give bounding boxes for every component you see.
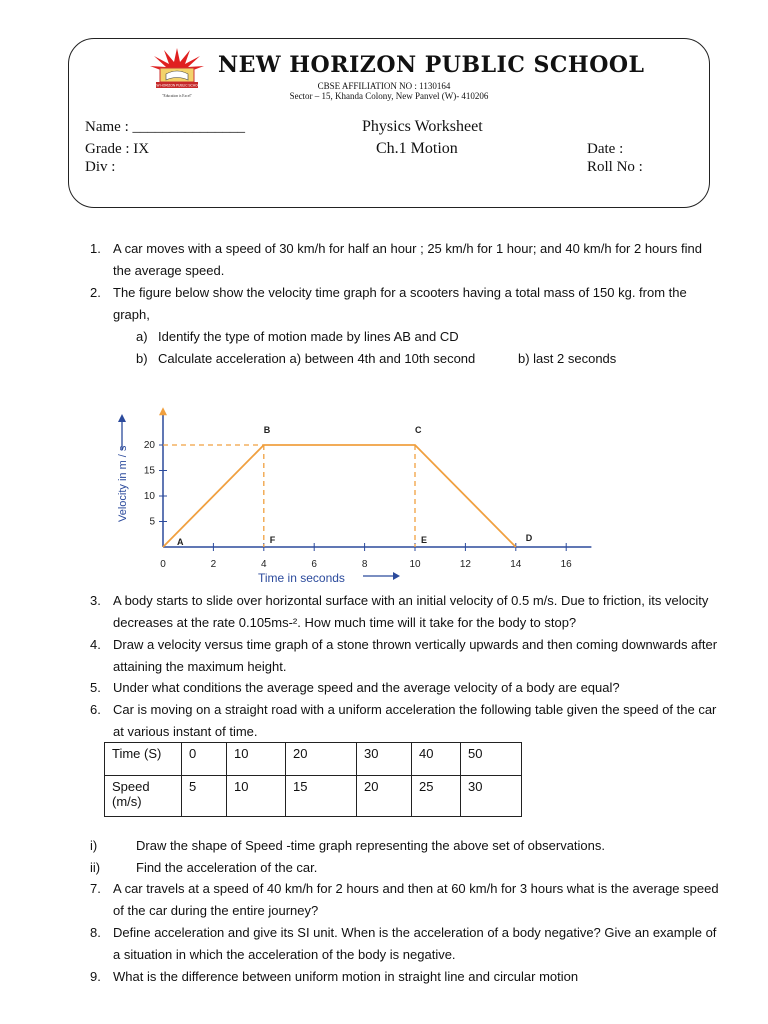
table-cell: 10	[227, 776, 286, 817]
point-label: C	[415, 425, 422, 435]
table-cell: 15	[286, 776, 357, 817]
point-label: A	[177, 537, 184, 547]
q2-part-a-label: a)	[136, 329, 148, 344]
question-9: 9. What is the difference between uniform motion in straight line and circular motion	[90, 969, 579, 984]
question-6: 6. Car is moving on a straight road with a uniform acceleration the following table given the speed of the car at various instant of time.	[90, 702, 717, 739]
x-tick-label: 14	[510, 559, 522, 570]
y-tick-label: 5	[149, 516, 155, 528]
q6-part-ii-text: Find the acceleration of the car.	[136, 860, 318, 875]
table-cell: Speed (m/s)	[105, 776, 182, 817]
table-cell: Time (S)	[105, 743, 182, 776]
x-axis-label: Time in seconds	[258, 571, 345, 585]
affiliation-number: CBSE AFFILIATION NO : 1130164	[317, 81, 451, 91]
table-cell: 50	[461, 743, 522, 776]
worksheet-title: Physics Worksheet	[362, 118, 483, 135]
x-label-arrowhead	[393, 572, 400, 580]
svg-text:NEW HORIZON PUBLIC SCHOOL: NEW HORIZON PUBLIC SCHOOL	[152, 83, 202, 88]
question-2: 2. The figure below show the velocity time graph for a scooters having a total mass of 150 kg. from the graph,	[90, 285, 687, 322]
q2-part-a-text: Identify the type of motion made by lines AB and CD	[158, 329, 459, 344]
velocity-time-graph	[108, 380, 608, 590]
q2-part-b-label: b)	[136, 351, 148, 366]
q2-part-b-extra: b) last 2 seconds	[518, 351, 617, 366]
point-label: F	[269, 535, 276, 545]
x-tick-label: 2	[210, 559, 217, 570]
table-cell: 20	[286, 743, 357, 776]
table-cell: 0	[182, 743, 227, 776]
table-row	[105, 743, 522, 776]
school-address: Sector – 15, Khanda Colony, New Panvel (W)- 410206	[289, 91, 489, 101]
point-label: D	[525, 533, 533, 543]
speed-time-table	[104, 742, 522, 817]
table-row	[105, 776, 522, 817]
x-tick-label: 0	[160, 559, 166, 570]
question-4: 4. Draw a velocity versus time graph of a stone thrown vertically upwards and then coming downwards after attaining the maximum height.	[90, 637, 718, 674]
x-tick-label: 10	[409, 559, 421, 570]
table-cell: 5	[182, 776, 227, 817]
question-3: 3. A body starts to slide over horizontal surface with an initial velocity of 0.5 m/s. Due to friction, its velocity decreases at the rate 0.105ms-². How much time will it take for the body to stop?	[90, 593, 709, 630]
q2-part-b-text: Calculate acceleration a) between 4th and 10th second	[158, 351, 476, 366]
q6-part-i-text: Draw the shape of Speed -time graph representing the above set of observations.	[136, 838, 606, 853]
table-cell: 30	[461, 776, 522, 817]
roll-no-label: Roll No :	[587, 159, 643, 175]
table-cell: 10	[227, 743, 286, 776]
date-label: Date :	[587, 141, 624, 157]
svg-text:"Education is Excel": "Education is Excel"	[162, 94, 192, 98]
q6-part-i-label: i)	[90, 838, 98, 853]
velocity-line	[163, 445, 516, 547]
table-cell: 40	[412, 743, 461, 776]
q6-part-ii-label: ii)	[90, 860, 101, 875]
chapter-title: Ch.1 Motion	[376, 140, 458, 157]
y-axis-arrow	[159, 407, 167, 415]
y-tick-label: 15	[143, 465, 155, 477]
x-tick-label: 4	[261, 559, 267, 570]
school-name: NEW HORIZON PUBLIC SCHOOL	[218, 52, 645, 78]
x-tick-label: 8	[361, 559, 368, 570]
x-tick-label: 12	[459, 559, 471, 570]
question-1: 1. A car moves with a speed of 30 km/h for half an hour ; 25 km/h for 1 hour; and 40 km/h for 2 hours find the average speed.	[90, 241, 702, 278]
y-tick-label: 10	[143, 491, 155, 502]
table-cell: 30	[357, 743, 412, 776]
question-7: 7. A car travels at a speed of 40 km/h for 2 hours and then at 60 km/h for 3 hours what is the average speed of the car during the entire journey?	[90, 881, 719, 918]
table-cell: 20	[357, 776, 412, 817]
div-label: Div :	[85, 159, 116, 175]
y-label-arrowhead	[118, 414, 126, 422]
point-label: B	[263, 425, 271, 435]
table-cell: 25	[412, 776, 461, 817]
x-tick-label: 6	[311, 559, 317, 570]
y-axis-label: Velocity in m / s	[117, 445, 129, 522]
point-label: E	[421, 535, 428, 545]
question-5: 5. Under what conditions the average speed and the average velocity of a body are equal?	[90, 680, 620, 695]
name-field-label: Name : _______________	[85, 119, 245, 135]
y-tick-label: 20	[143, 440, 155, 451]
question-8: 8. Define acceleration and give its SI unit. When is the acceleration of a body negative? Give an example of a situation in which the acceleration of the body is negative.	[90, 925, 717, 962]
grade-label: Grade : IX	[85, 141, 150, 157]
x-tick-label: 16	[560, 559, 572, 570]
